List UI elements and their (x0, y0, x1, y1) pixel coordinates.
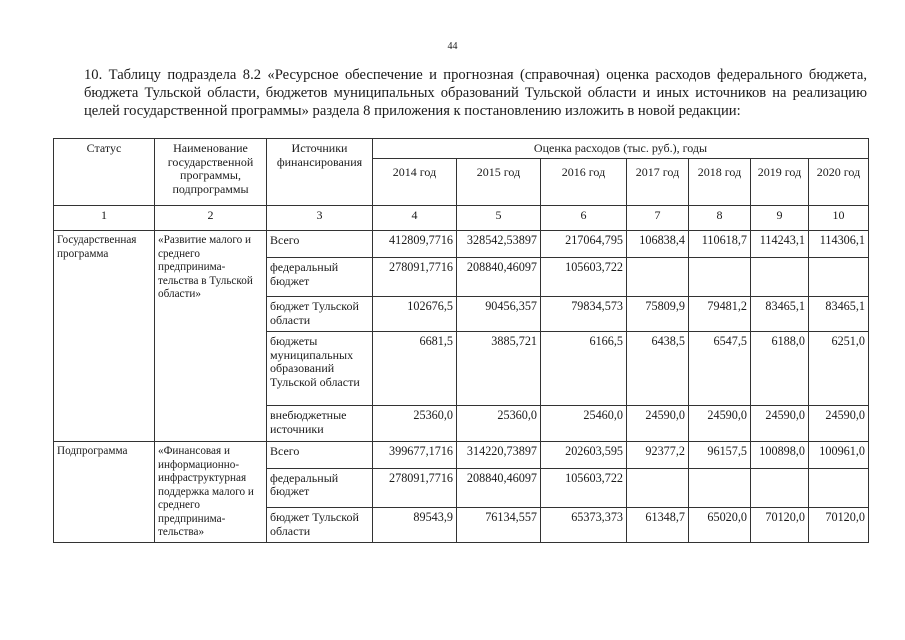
row-value: 314220,73897 (457, 442, 541, 469)
row-value: 328542,53897 (457, 231, 541, 258)
header-program-name: Наименование государственной программы, подпрограммы (155, 139, 267, 206)
column-number: 2 (155, 206, 267, 231)
row-value: 65020,0 (689, 508, 751, 542)
row-value: 278091,7716 (373, 258, 457, 297)
row-value: 208840,46097 (457, 468, 541, 507)
row-value: 412809,7716 (373, 231, 457, 258)
header-year: 2017 год (627, 159, 689, 206)
row-value: 83465,1 (809, 297, 869, 332)
row-status: Государственная программа (54, 231, 155, 442)
row-value: 24590,0 (627, 406, 689, 442)
header-year: 2018 год (689, 159, 751, 206)
row-funding-source: федеральный бюджет (267, 258, 373, 297)
table-row (54, 442, 869, 469)
row-value: 75809,9 (627, 297, 689, 332)
intro-paragraph: 10. Таблицу подраздела 8.2 «Ресурсное обеспечение и прогнозная (справочная) оценка расходов федерального бюджета, бюджета Тульской области, бюджетов муниципальных образований Тульской области и иных источников на реализацию целей государственной программы» раздела 8 приложения к постановлению изложить в новой редакции: (84, 67, 867, 119)
header-year: 2020 год (809, 159, 869, 206)
row-value (689, 258, 751, 297)
column-number: 3 (267, 206, 373, 231)
header-status: Статус (54, 139, 155, 206)
row-funding-source: Всего (267, 231, 373, 258)
row-value: 6166,5 (541, 332, 627, 406)
row-value: 208840,46097 (457, 258, 541, 297)
row-value: 76134,557 (457, 508, 541, 542)
row-value (809, 258, 869, 297)
row-funding-source: федеральный бюджет (267, 468, 373, 507)
row-funding-source: внебюджетные источники (267, 406, 373, 442)
column-number: 7 (627, 206, 689, 231)
row-value: 25360,0 (457, 406, 541, 442)
page-number: 44 (447, 41, 458, 52)
row-value (809, 468, 869, 507)
row-value: 83465,1 (751, 297, 809, 332)
row-value: 114243,1 (751, 231, 809, 258)
row-value: 61348,7 (627, 508, 689, 542)
row-value: 25360,0 (373, 406, 457, 442)
table-row (54, 231, 869, 258)
row-value: 92377,2 (627, 442, 689, 469)
row-value: 102676,5 (373, 297, 457, 332)
header-funding-sources: Источники финансирования (267, 139, 373, 206)
header-row-top (54, 139, 869, 159)
column-number: 5 (457, 206, 541, 231)
row-value: 6438,5 (627, 332, 689, 406)
row-value: 278091,7716 (373, 468, 457, 507)
column-number: 1 (54, 206, 155, 231)
row-value: 24590,0 (751, 406, 809, 442)
row-value: 106838,4 (627, 231, 689, 258)
row-funding-source: бюджеты муниципальных образований Тульской области (267, 332, 373, 406)
row-value: 6547,5 (689, 332, 751, 406)
header-year: 2016 год (541, 159, 627, 206)
row-value: 3885,721 (457, 332, 541, 406)
column-number: 4 (373, 206, 457, 231)
row-value: 110618,7 (689, 231, 751, 258)
row-value (751, 468, 809, 507)
row-value: 6681,5 (373, 332, 457, 406)
row-value: 70120,0 (809, 508, 869, 542)
row-value: 105603,722 (541, 468, 627, 507)
row-value (689, 468, 751, 507)
row-value: 100961,0 (809, 442, 869, 469)
row-value (751, 258, 809, 297)
row-value: 202603,595 (541, 442, 627, 469)
row-funding-source: бюджет Тульской области (267, 508, 373, 542)
row-value: 217064,795 (541, 231, 627, 258)
row-value: 65373,373 (541, 508, 627, 542)
row-value: 24590,0 (809, 406, 869, 442)
column-number: 6 (541, 206, 627, 231)
row-value: 90456,357 (457, 297, 541, 332)
header-year: 2015 год (457, 159, 541, 206)
row-value: 25460,0 (541, 406, 627, 442)
row-funding-source: Всего (267, 442, 373, 469)
column-number: 8 (689, 206, 751, 231)
row-value: 100898,0 (751, 442, 809, 469)
row-value (627, 468, 689, 507)
column-number: 9 (751, 206, 809, 231)
budget-table (53, 138, 869, 543)
row-value: 105603,722 (541, 258, 627, 297)
column-number: 10 (809, 206, 869, 231)
row-value: 399677,1716 (373, 442, 457, 469)
row-value: 89543,9 (373, 508, 457, 542)
header-year: 2019 год (751, 159, 809, 206)
row-funding-source: бюджет Тульской области (267, 297, 373, 332)
row-program-name: «Финансовая и информационно-инфраструктурная поддержка малого и среднего предпринима-тельства» (155, 442, 267, 543)
row-value: 6188,0 (751, 332, 809, 406)
header-expense-estimate: Оценка расходов (тыс. руб.), годы (373, 139, 869, 159)
row-status: Подпрограмма (54, 442, 155, 543)
row-value: 70120,0 (751, 508, 809, 542)
column-number-row (54, 206, 869, 231)
row-program-name: «Развитие малого и среднего предпринима-тельства в Тульской области» (155, 231, 267, 442)
row-value: 79481,2 (689, 297, 751, 332)
row-value (627, 258, 689, 297)
header-year: 2014 год (373, 159, 457, 206)
row-value: 6251,0 (809, 332, 869, 406)
row-value: 96157,5 (689, 442, 751, 469)
row-value: 24590,0 (689, 406, 751, 442)
row-value: 79834,573 (541, 297, 627, 332)
row-value: 114306,1 (809, 231, 869, 258)
